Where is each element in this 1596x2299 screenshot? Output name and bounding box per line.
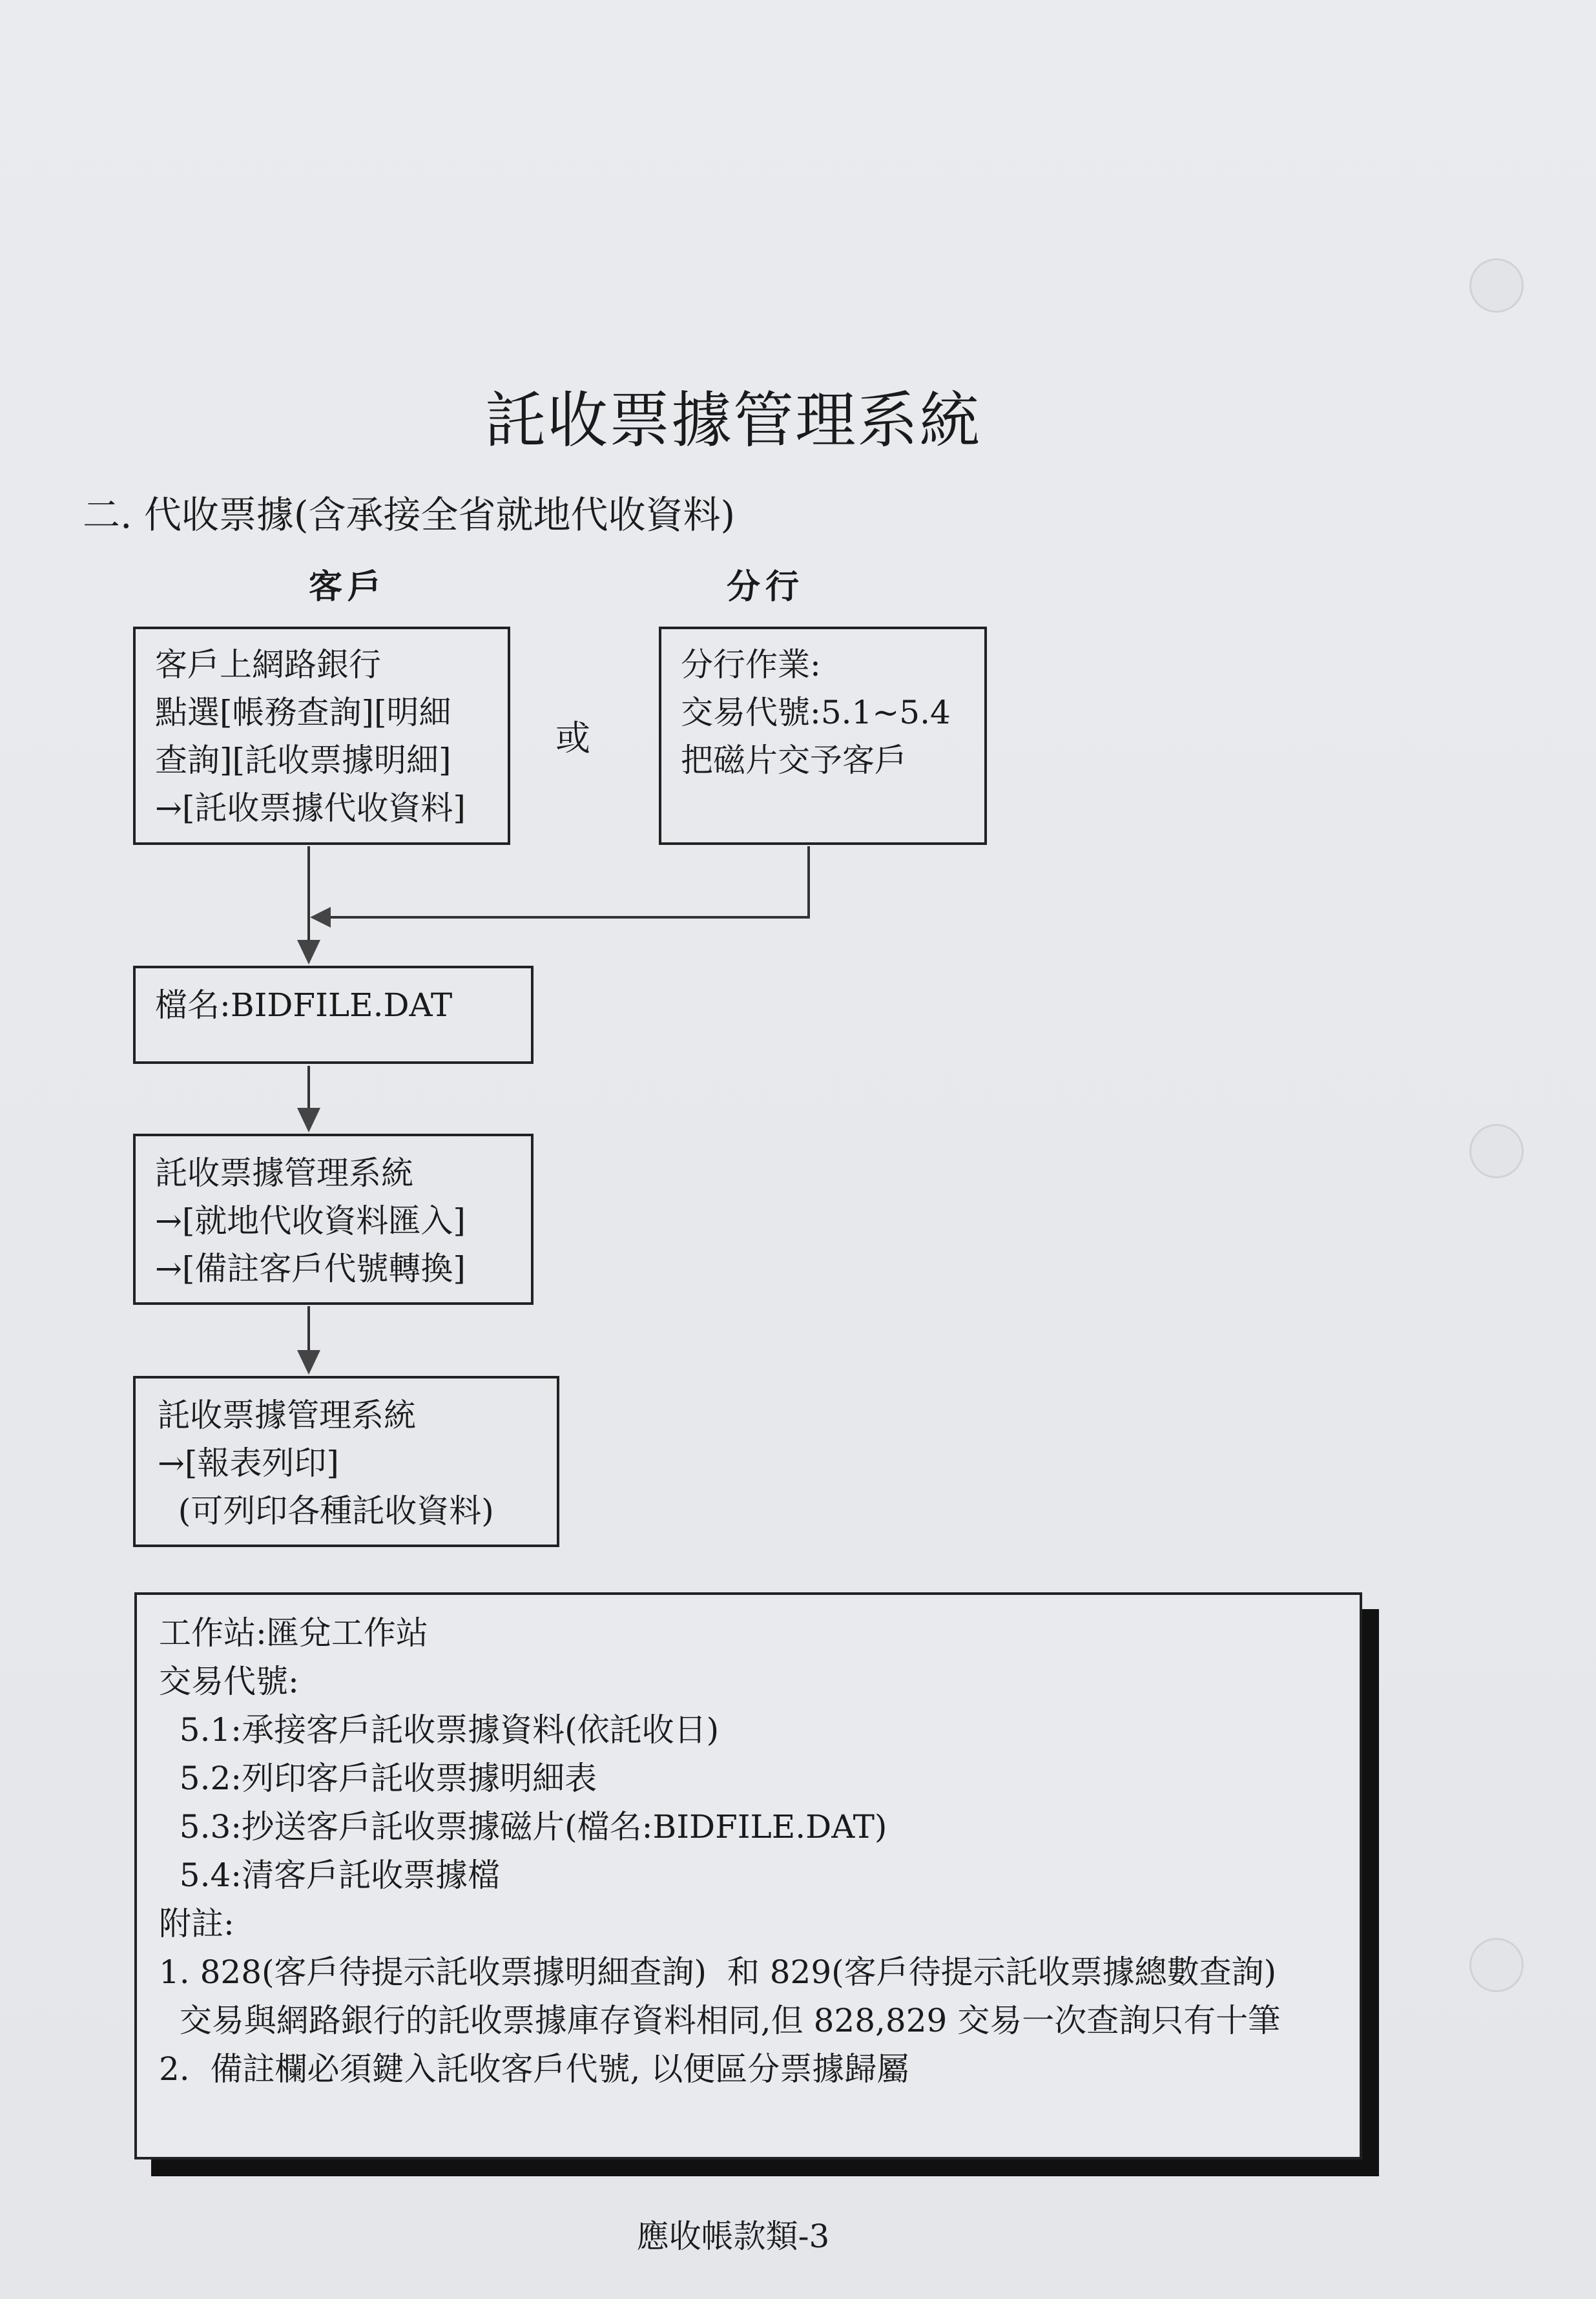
note-line: 交易與網路銀行的託收票據庫存資料相同,但 828,829 交易一次查詢只有十筆	[159, 2002, 1281, 2039]
arrow-head	[297, 940, 320, 964]
box-line: 客戶上網路銀行	[155, 646, 381, 683]
arrow-head	[297, 1350, 320, 1375]
note-line: 附註:	[159, 1905, 234, 1942]
arrow-head	[310, 907, 331, 928]
column-header-customer: 客戶	[309, 567, 387, 607]
note-line: 5.2:列印客戶託收票據明細表	[159, 1760, 597, 1797]
box-line: 點選[帳務查詢][明細	[155, 694, 451, 731]
box-line: →[託收票據代收資料]	[155, 789, 466, 827]
connector-line	[323, 846, 809, 917]
box-line: 把磁片交予客戶	[681, 742, 907, 779]
page-title: 託收票據管理系統	[484, 386, 981, 456]
box-line: 檔名:BIDFILE.DAT	[155, 986, 453, 1024]
notes-box	[134, 1592, 1362, 2159]
box-line: →[報表列印]	[158, 1444, 339, 1482]
or-label: 或	[555, 718, 590, 758]
note-line: 5.3:抄送客戶託收票據磁片(檔名:BIDFILE.DAT)	[159, 1808, 887, 1846]
note-line: 5.1:承接客戶託收票據資料(依託收日)	[159, 1711, 720, 1749]
arrow-head	[297, 1108, 320, 1132]
box-line: 交易代號:5.1~5.4	[681, 694, 951, 731]
column-header-branch: 分行	[727, 567, 805, 607]
box-line: 查詢][託收票據明細]	[155, 742, 451, 779]
box-line: →[備註客戶代號轉換]	[155, 1250, 466, 1287]
box-line: 託收票據管理系統	[155, 1154, 413, 1192]
section-heading: 二. 代收票據(含承接全省就地代收資料)	[83, 493, 736, 537]
note-line: 交易代號:	[159, 1663, 299, 1700]
note-line: 2. 備註欄必須鍵入託收客戶代號, 以便區分票據歸屬	[159, 2050, 909, 2088]
box-line: (可列印各種託收資料)	[158, 1492, 494, 1530]
box-line: 分行作業:	[681, 646, 821, 683]
note-line: 1. 828(客戶待提示託收票據明細查詢) 和 829(客戶待提示託收票據總數查詢)	[159, 1953, 1277, 1991]
box-line: →[就地代收資料匯入]	[155, 1202, 466, 1240]
page-footer: 應收帳款類-3	[636, 2218, 830, 2255]
box-line: 託收票據管理系統	[158, 1397, 416, 1434]
note-line: 工作站:匯兌工作站	[159, 1614, 428, 1652]
note-line: 5.4:清客戶託收票據檔	[159, 1857, 501, 1894]
